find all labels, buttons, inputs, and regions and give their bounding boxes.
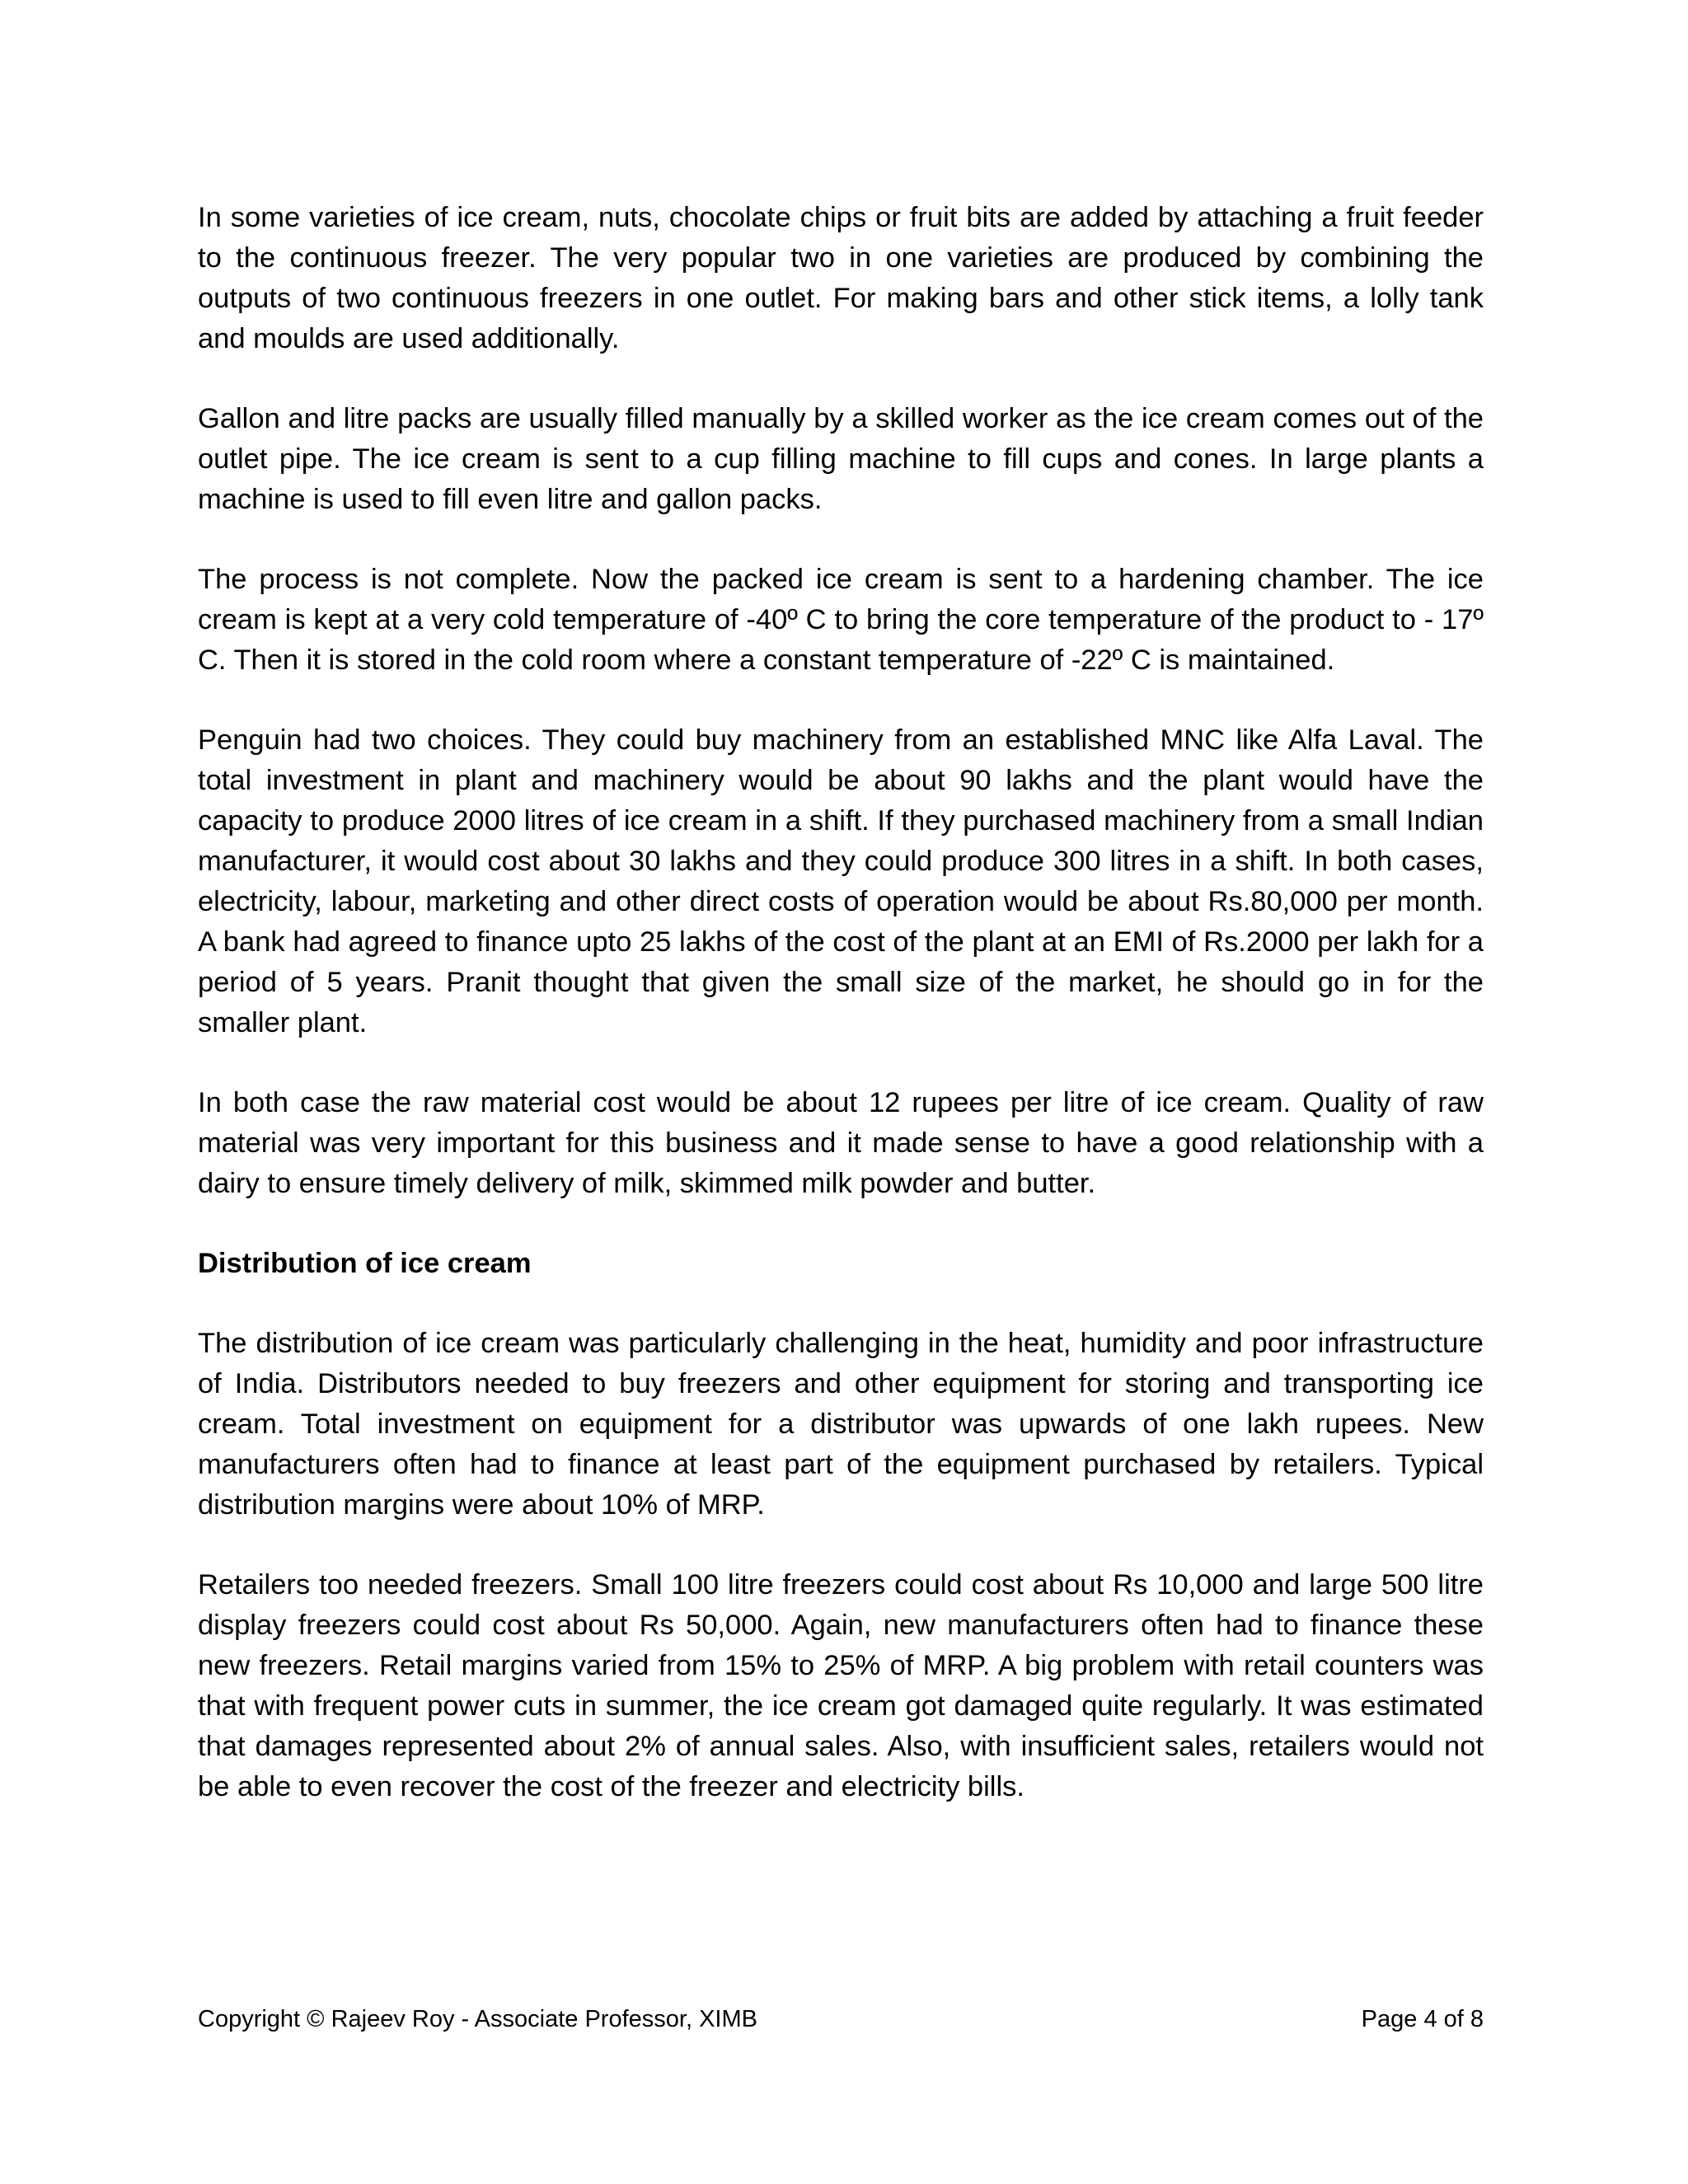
page-footer — [198, 2003, 1484, 2036]
paragraph-retailers: Retailers too needed freezers. Small 100 litre freezers could cost about Rs 10,000 and large 500 litre display freezers could cost about Rs 50,000. Again, new manufacturers often had to finance these new freezers. Retail margins varied from 15% to 25% of MRP. A big problem with retail counters was that with frequent power cuts in summer, the ice cream got damaged quite regularly. It was estimated that damages represented about 2% of annual sales. Also, with insufficient sales, retailers would not be able to even recover the cost of the freezer and electricity bills. — [198, 1569, 1484, 1802]
footer-copyright: Copyright © Rajeev Roy - Associate Professor, XIMB — [198, 2006, 757, 2032]
footer-page-number: Page 4 of 8 — [1361, 2006, 1484, 2032]
section-heading-distribution: Distribution of ice cream — [198, 1248, 532, 1279]
paragraph-fruit-feeder: In some varieties of ice cream, nuts, chocolate chips or fruit bits are added by attaching a fruit feeder to the continuous freezer. The very popular two in one varieties are produced by combining the outputs of two continuous freezers in one outlet. For making bars and other stick items, a lolly tank and moulds are used additionally. — [198, 202, 1484, 354]
paragraph-machinery-choices: Penguin had two choices. They could buy machinery from an established MNC like Alfa Laval. The total investment in plant and machinery would be about 90 lakhs and the plant would have the capacity to produce 2000 litres of ice cream in a shift. If they purchased machinery from a small Indian manufacturer, it would cost about 30 lakhs and they could produce 300 litres in a shift. In both cases, electricity, labour, marketing and other direct costs of operation would be about Rs.80,000 per month. A bank had agreed to finance upto 25 lakhs of the cost of the plant at an EMI of Rs.2000 per lakh for a period of 5 years. Pranit thought that given the small size of the market, he should go in for the smaller plant. — [198, 724, 1484, 1038]
paragraph-raw-material: In both case the raw material cost would be about 12 rupees per litre of ice cream. Quality of raw material was very important for this business and it made sense to have a good relationship with a dairy to ensure timely delivery of milk, skimmed milk powder and butter. — [198, 1087, 1484, 1199]
paragraph-distribution: The distribution of ice cream was particularly challenging in the heat, humidity and poor infrastructure of India. Distributors needed to buy freezers and other equipment for storing and transporting ice cream. Total investment on equipment for a distributor was upwards of one lakh rupees. New manufacturers often had to finance at least part of the equipment purchased by retailers. Typical distribution margins were about 10% of MRP. — [198, 1328, 1484, 1521]
document-body — [198, 198, 1484, 1847]
paragraph-filling: Gallon and litre packs are usually filled manually by a skilled worker as the ice cream comes out of the outlet pipe. The ice cream is sent to a cup filling machine to fill cups and cones. In large plants a machine is used to fill even litre and gallon packs. — [198, 403, 1484, 515]
paragraph-hardening: The process is not complete. Now the packed ice cream is sent to a hardening chamber. The ice cream is kept at a very cold temperature of -40º C to bring the core temperature of the product to - 17º C. Then it is stored in the cold room where a constant temperature of -22º C is maintained. — [198, 564, 1484, 676]
